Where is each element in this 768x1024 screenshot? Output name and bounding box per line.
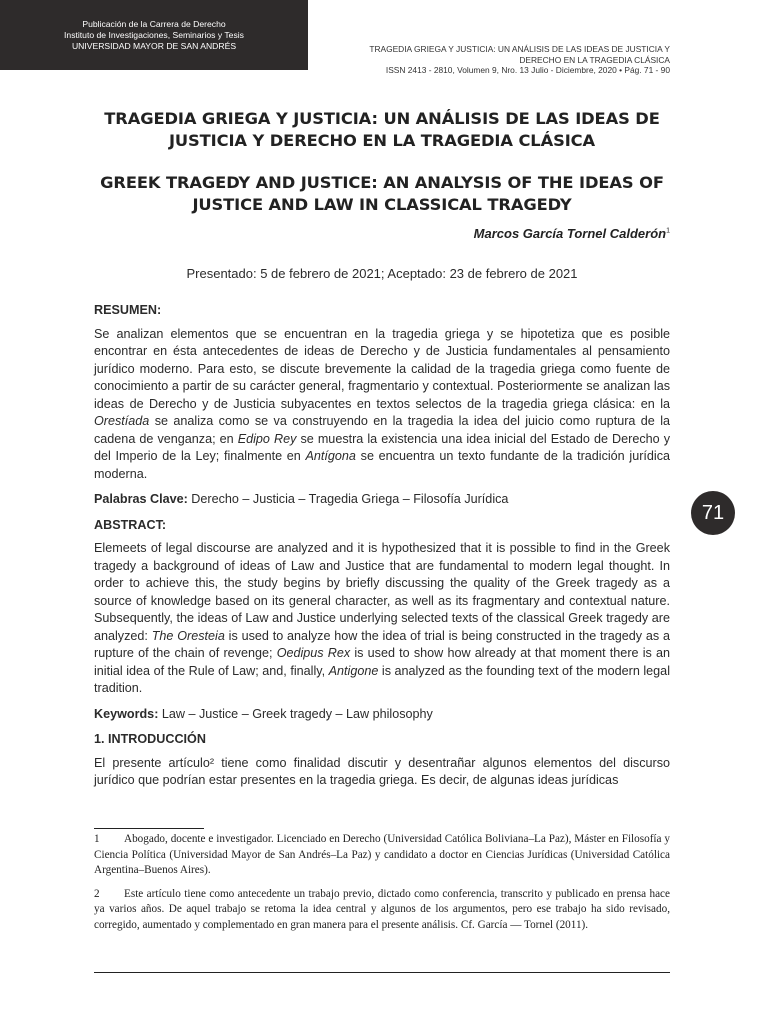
introduccion-heading: 1. INTRODUCCIÓN [94,732,206,746]
resumen-paragraph [94,326,670,484]
work-title: Antígona [305,449,356,463]
abstract-heading: ABSTRACT: [94,517,167,532]
publication-box [0,0,308,70]
abstract-text: is analyzed as the founding text of the modern legal tradition. [94,663,670,695]
resumen-text: se encuentra un texto fundante de la tradición jurídica moderna. [94,449,670,481]
author-footnote-mark: 1 [666,227,670,235]
footnote [94,887,670,934]
work-title: The Oresteia [151,628,225,643]
abstract-text: is used to show how already at that moment there is an initial idea of the Rule of Law; and, finally, [94,646,670,678]
introduccion-paragraph: El presente artículo² tiene como finalidad discutir y desentrañar algunos elementos del discurso jurídico que podrían estar presentes en la tragedia griega. Es decir, de algunas ideas jurídicas [94,755,670,787]
palabras-clave-text: Derecho – Justicia – Tragedia Griega – Filosofía Jurídica [187,492,509,506]
footnote-text: Este artículo tiene como antecedente un trabajo previo, dictado como conferencia, transcrito y publicado en prensa hace ya varios años. De aquel trabajo se retoma la idea central y algunos de los argumentos, pero ese trabajo ha sido revisado, corregido, aumentado y complementado en gran manera para el presente análisis. Cf. García — Tornel (2011). [94,887,670,931]
work-title: Orestíada [94,414,150,428]
article-body [94,302,670,798]
title-block [94,108,670,236]
palabras-clave-label: Palabras Clave: [94,492,188,506]
bottom-rule [94,972,670,973]
resumen-text: se muestra la existencia una idea inicial del Estado de Derecho y del Imperio de la Ley; finalmente en [94,431,670,463]
title-english: GREEK TRAGEDY AND JUSTICE: AN ANALYSIS OF THE IDEAS OF JUSTICE AND LAW IN CLASSICAL TRAGEDY [100,173,664,214]
footnote-rule [94,828,204,829]
publication-line: UNIVERSIDAD MAYOR DE SAN ANDRÉS [71,40,237,51]
work-title: Edipo Rey [237,431,297,446]
title-spanish: TRAGEDIA GRIEGA Y JUSTICIA: UN ANÁLISIS DE LAS IDEAS DE JUSTICIA Y DERECHO EN LA TRAGEDIA CLÁSICA [104,109,660,150]
publication-line: Publicación de la Carrera de Derecho [82,18,226,29]
work-title: Oedipus Rex [276,646,351,660]
work-title: Antigone [328,663,379,678]
footnote-number: 1 [94,833,100,845]
resumen-heading: RESUMEN: [94,303,162,317]
resumen-text: Se analizan elementos que se encuentran en la tragedia griega y se hipotetiza que es posible encontrar en ésta antecedentes de ideas de Derecho y de Justicia fundamentales al pensamiento jurídico moderno. Para esto, se discute brevemente la calidad de la tragedia griega como fuente de conocimiento a partir de su carácter general, fragmentario y contextual. Posteriormente se analizan las ideas de Derecho y de Justicia subyacentes en textos selectos de la tragedia griega clásica: en la [94,326,670,411]
page-number-badge: 71 [691,491,735,535]
abstract-text: Elemeets of legal discourse are analyzed and it is hypothesized that it is possible to find in the Greek tragedy a background of ideas of Law and Justice that are fundamental to modern legal thought. In order to achieve this, the study begins by briefly discussing the quality of the Greek tragedy as a source of knowledge based on its general character, as well as its fragmentary and contextual nature. Subsequently, the ideas of Law and Justice underlying selected texts of the classical Greek tragedy are analyzed: [94,541,670,643]
abstract-text: is used to analyze how the idea of trial is being constructed in the tragedy as a rupture of the chain of revenge; [94,628,670,660]
footnote-text: Abogado, docente e investigador. Licenciado en Derecho (Universidad Católica Boliviana–La Paz), Máster en Filosofía y Ciencia Política (Universidad Mayor de San Andrés–La Paz) y candidato a doctor en Ciencias Jurídicas (Universidad Católica Argentina–Buenos Aires). [94,833,670,876]
submission-dates: Presentado: 5 de febrero de 2021; Aceptado: 23 de febrero de 2021 [186,266,578,281]
running-title-line: TRAGEDIA GRIEGA Y JUSTICIA: UN ANÁLISIS DE LAS IDEAS DE JUSTICIA Y [369,44,670,54]
keywords-text: Law – Justice – Greek tragedy – Law philosophy [158,706,433,721]
author-name: Marcos García Tornel Calderón [473,226,667,241]
abstract-paragraph [94,540,670,698]
running-header [330,44,670,76]
keywords [94,706,670,724]
author [474,226,670,241]
palabras-clave [94,491,670,509]
keywords-label: Keywords: [94,706,159,721]
resumen-text: se analiza como se va construyendo en la tragedia la idea del juicio como ruptura de la cadena de venganza; en [94,414,670,446]
footnote [94,832,670,879]
footnote-number: 2 [94,887,100,900]
running-title-line: DERECHO EN LA TRAGEDIA CLÁSICA [519,54,670,65]
publication-line: Instituto de Investigaciones, Seminarios y Tesis [64,29,244,40]
issn-line: ISSN 2413 - 2810, Volumen 9, Nro. 13 Julio - Diciembre, 2020 • Pág. 71 - 90 [385,65,670,75]
footnotes [94,832,670,941]
